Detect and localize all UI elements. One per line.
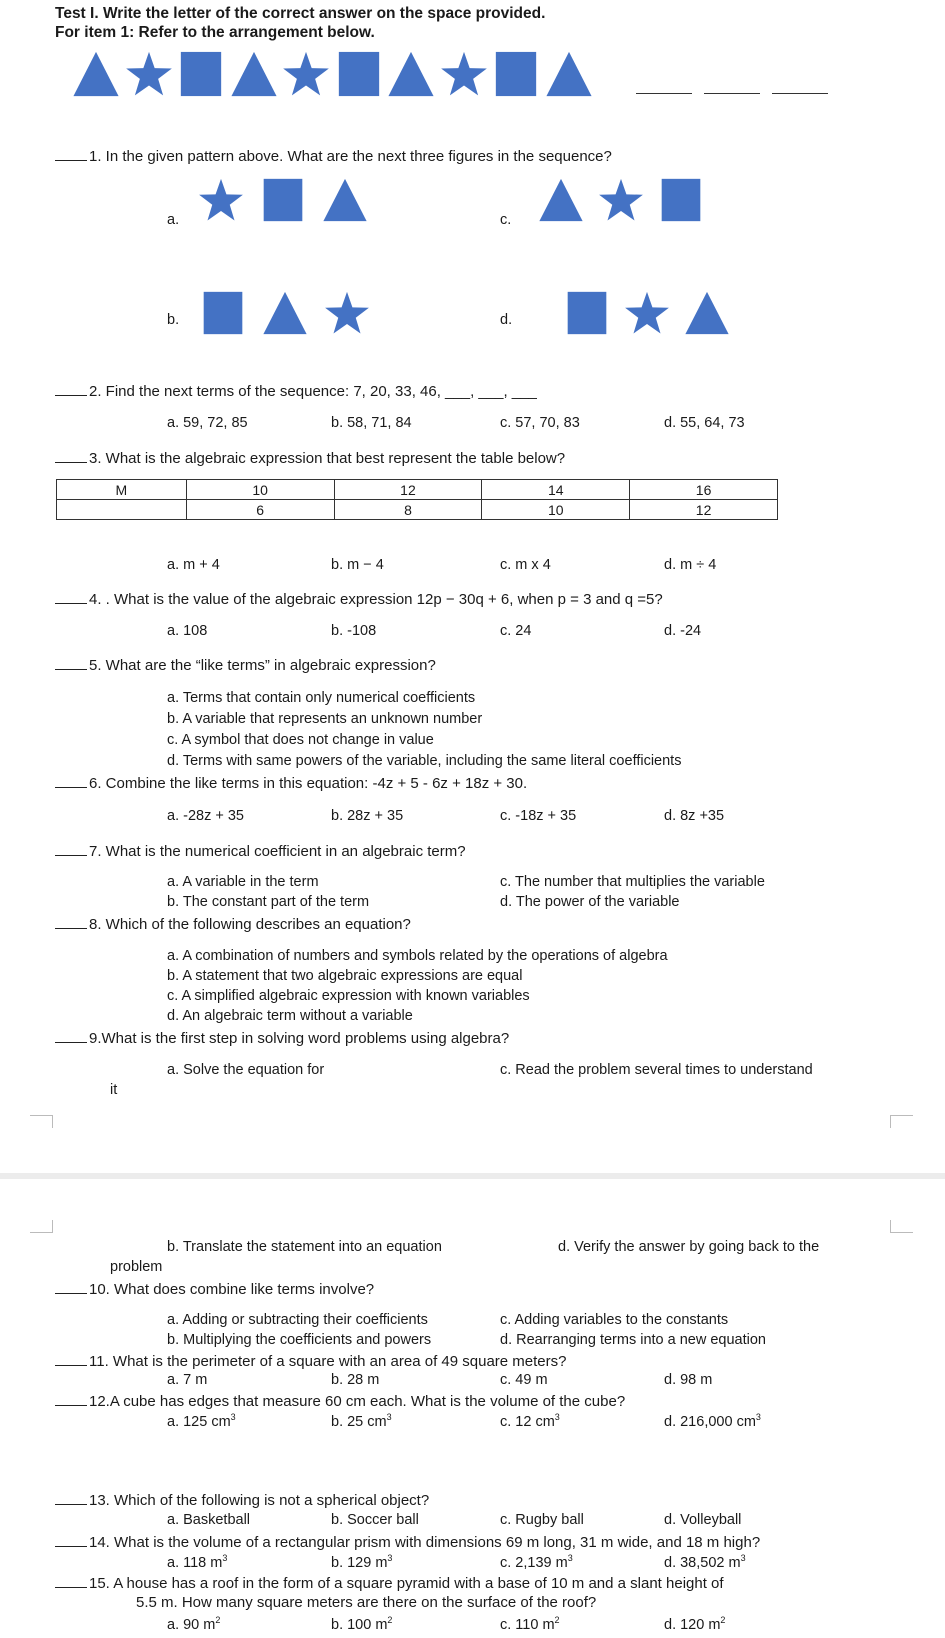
option-b[interactable]: b. 28z + 35 bbox=[331, 808, 404, 824]
table-cell: 10 bbox=[482, 500, 630, 520]
answer-blank[interactable] bbox=[55, 1029, 87, 1043]
option-c[interactable]: c. m x 4 bbox=[500, 557, 551, 573]
option-a[interactable]: a. 59, 72, 85 bbox=[167, 415, 248, 431]
answer-blank[interactable] bbox=[55, 1574, 87, 1588]
option-c[interactable]: c. 24 bbox=[500, 623, 532, 639]
option-text: d. 216,000 cm bbox=[664, 1413, 756, 1430]
option-a[interactable]: a. Basketball bbox=[167, 1512, 251, 1528]
option-b-continuation: problem bbox=[110, 1259, 163, 1275]
option-d[interactable]: d. Verify the answer by going back to the bbox=[558, 1239, 820, 1255]
q1-option-b-shapes bbox=[200, 290, 390, 340]
option-letter: c. bbox=[500, 212, 512, 228]
option-d[interactable]: d. Volleyball bbox=[664, 1512, 742, 1528]
question-text: 4. . What is the value of the algebraic expression 12p − 30q + 6, when p = 3 and q =5? bbox=[89, 591, 663, 608]
table-cell: 8 bbox=[334, 500, 482, 520]
question-text: 14. What is the volume of a rectangular prism with dimensions 69 m long, 31 m wide, and 18 m high? bbox=[89, 1534, 761, 1551]
pattern-blank-3 bbox=[772, 93, 828, 94]
option-text: a. 118 m bbox=[167, 1554, 223, 1571]
option-d[interactable]: d. 98 m bbox=[664, 1372, 713, 1388]
table-cell: 12 bbox=[334, 480, 482, 500]
square-icon bbox=[260, 177, 306, 223]
crop-mark bbox=[30, 1115, 53, 1128]
answer-blank[interactable] bbox=[55, 449, 87, 463]
option-b[interactable]: b. The constant part of the term bbox=[167, 894, 370, 910]
star-icon bbox=[440, 50, 488, 98]
star-icon bbox=[624, 290, 670, 336]
option-d[interactable]: d. 55, 64, 73 bbox=[664, 415, 745, 431]
option-a[interactable] bbox=[167, 1615, 220, 1633]
square-icon bbox=[564, 290, 610, 336]
question-text: 15. A house has a roof in the form of a square pyramid with a base of 10 m and a slant height of bbox=[89, 1575, 724, 1592]
question-1 bbox=[55, 147, 612, 165]
value-table bbox=[56, 479, 778, 520]
unit-exponent: 3 bbox=[387, 1553, 393, 1563]
star-icon bbox=[198, 177, 244, 223]
unit-exponent: 3 bbox=[230, 1412, 236, 1422]
question-5 bbox=[55, 656, 436, 674]
option-text: d. 120 m bbox=[664, 1616, 721, 1633]
crop-mark bbox=[30, 1220, 53, 1233]
question-text: 6. Combine the like terms in this equation: -4z + 5 - 6z + 18z + 30. bbox=[89, 775, 528, 792]
option-b[interactable]: b. A statement that two algebraic expressions are equal bbox=[167, 968, 523, 984]
question-text: 13. Which of the following is not a spherical object? bbox=[89, 1492, 430, 1509]
option-text: d. 38,502 m bbox=[664, 1554, 741, 1571]
answer-blank[interactable] bbox=[55, 1392, 87, 1406]
option-a[interactable]: a. A combination of numbers and symbols related by the operations of algebra bbox=[167, 948, 668, 964]
option-d[interactable]: d. -24 bbox=[664, 623, 702, 639]
answer-blank[interactable] bbox=[55, 1491, 87, 1505]
question-text: 7. What is the numerical coefficient in an algebraic term? bbox=[89, 843, 466, 860]
question-6 bbox=[55, 774, 527, 792]
option-a[interactable]: a. m + 4 bbox=[167, 557, 220, 573]
question-text: 11. What is the perimeter of a square with an area of 49 square meters? bbox=[89, 1353, 567, 1370]
star-icon bbox=[598, 177, 644, 223]
triangle-icon bbox=[322, 177, 368, 223]
answer-blank[interactable] bbox=[55, 1280, 87, 1294]
question-12 bbox=[55, 1392, 625, 1410]
question-7 bbox=[55, 842, 466, 860]
unit-exponent: 3 bbox=[567, 1553, 573, 1563]
pattern-blank-1 bbox=[636, 93, 692, 94]
question-3 bbox=[55, 449, 565, 467]
unit-exponent: 3 bbox=[740, 1553, 746, 1563]
option-c-continuation: it bbox=[110, 1082, 118, 1098]
option-c[interactable]: c. A simplified algebraic expression with known variables bbox=[167, 988, 530, 1004]
question-text: 8. Which of the following describes an equation? bbox=[89, 916, 411, 933]
unit-exponent: 2 bbox=[554, 1615, 560, 1625]
option-b[interactable] bbox=[331, 1412, 392, 1430]
answer-blank[interactable] bbox=[55, 1352, 87, 1366]
option-b[interactable]: b. Translate the statement into an equation bbox=[167, 1239, 442, 1255]
option-d[interactable] bbox=[664, 1412, 761, 1430]
unit-exponent: 3 bbox=[386, 1412, 392, 1422]
unit-exponent: 2 bbox=[720, 1615, 726, 1625]
option-a[interactable]: a. Terms that contain only numerical coefficients bbox=[167, 690, 476, 706]
table-cell: 12 bbox=[630, 500, 778, 520]
option-b[interactable]: b. 58, 71, 84 bbox=[331, 415, 412, 431]
question-15-line-2: 5.5 m. How many square meters are there on the surface of the roof? bbox=[136, 1594, 597, 1611]
option-b[interactable]: b. -108 bbox=[331, 623, 377, 639]
answer-blank[interactable] bbox=[55, 147, 87, 161]
option-b[interactable]: b. 28 m bbox=[331, 1372, 380, 1388]
option-c[interactable] bbox=[500, 1412, 560, 1430]
option-text: c. 2,139 m bbox=[500, 1554, 568, 1571]
option-letter: a. bbox=[167, 212, 180, 228]
option-c[interactable]: c. The number that multiplies the variable bbox=[500, 874, 765, 890]
question-10 bbox=[55, 1280, 374, 1298]
question-14 bbox=[55, 1533, 760, 1551]
option-c[interactable]: c. Adding variables to the constants bbox=[500, 1312, 729, 1328]
test-title: Test I. Write the letter of the correct answer on the space provided. bbox=[55, 5, 546, 22]
star-icon bbox=[125, 50, 173, 98]
question-11 bbox=[55, 1352, 566, 1370]
crop-mark bbox=[890, 1220, 913, 1233]
option-b[interactable]: b. Soccer ball bbox=[331, 1512, 419, 1528]
table-cell: 16 bbox=[630, 480, 778, 500]
unit-exponent: 3 bbox=[755, 1412, 761, 1422]
crop-mark bbox=[890, 1115, 913, 1128]
option-c[interactable]: c. 49 m bbox=[500, 1372, 548, 1388]
option-b[interactable] bbox=[331, 1615, 392, 1633]
option-a[interactable]: a. -28z + 35 bbox=[167, 808, 244, 824]
table-cell: 10 bbox=[186, 480, 334, 500]
answer-blank[interactable] bbox=[55, 842, 87, 856]
question-text: 2. Find the next terms of the sequence: 7, 20, 33, 46, ___, ___, ___ bbox=[89, 383, 537, 400]
option-a[interactable]: a. 108 bbox=[167, 623, 208, 639]
option-text: a. 90 m bbox=[167, 1616, 216, 1633]
square-icon bbox=[335, 50, 383, 98]
table-cell: 6 bbox=[186, 500, 334, 520]
option-d[interactable]: d. An algebraic term without a variable bbox=[167, 1008, 413, 1024]
triangle-icon bbox=[72, 50, 120, 98]
option-d[interactable]: d. The power of the variable bbox=[500, 894, 680, 910]
option-b[interactable]: b. m − 4 bbox=[331, 557, 384, 573]
page-divider bbox=[0, 1173, 945, 1179]
option-c[interactable]: c. -18z + 35 bbox=[500, 808, 577, 824]
answer-blank[interactable] bbox=[55, 382, 87, 396]
unit-exponent: 3 bbox=[222, 1553, 228, 1563]
answer-blank[interactable] bbox=[55, 656, 87, 670]
option-text: b. 100 m bbox=[331, 1616, 388, 1633]
option-d[interactable]: d. Terms with same powers of the variable, including the same literal coefficients bbox=[167, 753, 682, 769]
answer-blank[interactable] bbox=[55, 915, 87, 929]
table-cell bbox=[57, 500, 187, 520]
square-icon bbox=[200, 290, 246, 336]
square-icon bbox=[658, 177, 704, 223]
option-c[interactable] bbox=[500, 1615, 560, 1633]
triangle-icon bbox=[262, 290, 308, 336]
shape-pattern bbox=[72, 50, 632, 100]
question-text: 9.What is the first step in solving word problems using algebra? bbox=[89, 1030, 510, 1047]
option-a[interactable]: a. A variable in the term bbox=[167, 874, 319, 890]
option-b[interactable]: b. A variable that represents an unknown number bbox=[167, 711, 483, 727]
q1-option-a-shapes bbox=[198, 177, 388, 227]
option-b[interactable]: b. Multiplying the coefficients and powers bbox=[167, 1332, 432, 1348]
square-icon bbox=[492, 50, 540, 98]
star-icon bbox=[324, 290, 370, 336]
option-a[interactable] bbox=[167, 1412, 236, 1430]
option-text: a. 125 cm bbox=[167, 1413, 231, 1430]
table-cell: 14 bbox=[482, 480, 630, 500]
option-d[interactable] bbox=[664, 1615, 725, 1633]
option-d[interactable]: d. m ÷ 4 bbox=[664, 557, 717, 573]
option-b[interactable] bbox=[331, 1553, 392, 1571]
pattern-blank-2 bbox=[704, 93, 760, 94]
unit-exponent: 3 bbox=[554, 1412, 560, 1422]
option-c[interactable]: c. Rugby ball bbox=[500, 1512, 584, 1528]
option-d[interactable]: d. Rearranging terms into a new equation bbox=[500, 1332, 766, 1348]
option-c[interactable]: c. A symbol that does not change in value bbox=[167, 732, 434, 748]
triangle-icon bbox=[545, 50, 593, 98]
question-text: 3. What is the algebraic expression that best represent the table below? bbox=[89, 450, 566, 467]
option-d[interactable] bbox=[664, 1553, 746, 1571]
option-text: b. 25 cm bbox=[331, 1413, 387, 1430]
question-8 bbox=[55, 915, 411, 933]
question-4 bbox=[55, 590, 663, 608]
triangle-icon bbox=[387, 50, 435, 98]
answer-blank[interactable] bbox=[55, 774, 87, 788]
question-15 bbox=[55, 1574, 724, 1592]
option-text: c. 110 m bbox=[500, 1616, 555, 1633]
option-c[interactable]: c. 57, 70, 83 bbox=[500, 415, 580, 431]
answer-blank[interactable] bbox=[55, 590, 87, 604]
question-text: 10. What does combine like terms involve? bbox=[89, 1281, 375, 1298]
option-letter: b. bbox=[167, 312, 180, 328]
option-letter: d. bbox=[500, 312, 513, 328]
star-icon bbox=[282, 50, 330, 98]
q1-option-d-shapes bbox=[564, 290, 754, 340]
question-2 bbox=[55, 382, 537, 400]
square-icon bbox=[177, 50, 225, 98]
option-a[interactable]: a. 7 m bbox=[167, 1372, 208, 1388]
unit-exponent: 2 bbox=[215, 1615, 221, 1625]
question-9 bbox=[55, 1029, 509, 1047]
answer-blank[interactable] bbox=[55, 1533, 87, 1547]
option-a[interactable]: a. Adding or subtracting their coefficients bbox=[167, 1312, 428, 1328]
option-a[interactable]: a. Solve the equation for bbox=[167, 1062, 325, 1078]
question-text: 1. In the given pattern above. What are the next three figures in the sequence? bbox=[89, 148, 612, 165]
triangle-icon bbox=[538, 177, 584, 223]
table-cell: M bbox=[57, 480, 187, 500]
option-c[interactable] bbox=[500, 1553, 573, 1571]
question-text: 5. What are the “like terms” in algebraic expression? bbox=[89, 657, 436, 674]
item-instruction: For item 1: Refer to the arrangement below. bbox=[55, 24, 375, 41]
option-d[interactable]: d. 8z +35 bbox=[664, 808, 725, 824]
triangle-icon bbox=[230, 50, 278, 98]
option-c[interactable]: c. Read the problem several times to understand bbox=[500, 1062, 813, 1078]
option-text: b. 129 m bbox=[331, 1554, 388, 1571]
question-13 bbox=[55, 1491, 429, 1509]
q1-option-c-shapes bbox=[538, 177, 738, 227]
question-text: 12.A cube has edges that measure 60 cm each. What is the volume of the cube? bbox=[89, 1393, 626, 1410]
unit-exponent: 2 bbox=[387, 1615, 393, 1625]
option-text: c. 12 cm bbox=[500, 1413, 555, 1430]
triangle-icon bbox=[684, 290, 730, 336]
option-a[interactable] bbox=[167, 1553, 227, 1571]
